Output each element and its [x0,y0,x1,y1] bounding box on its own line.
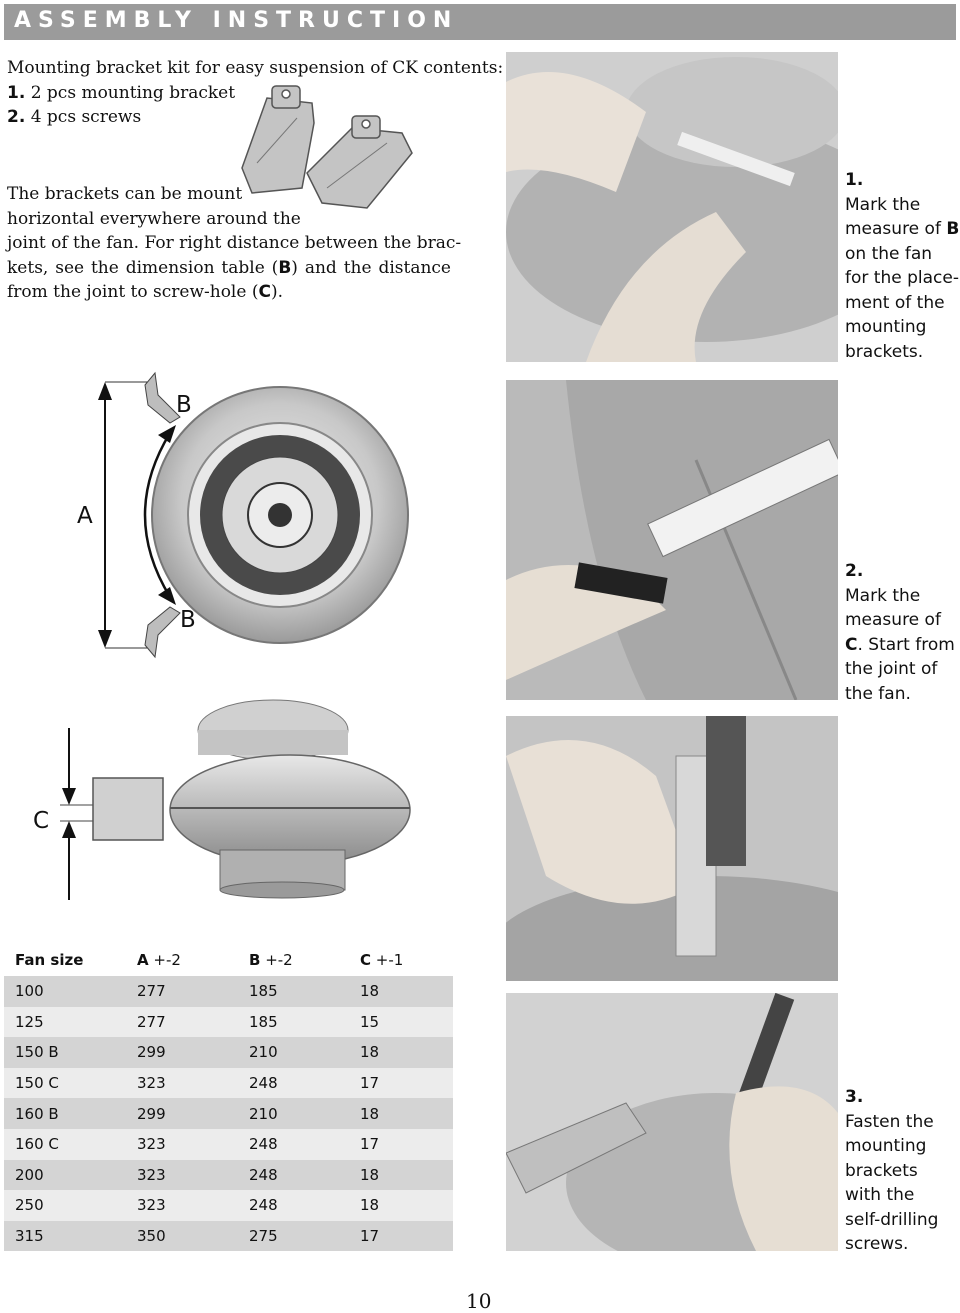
fan-front-diagram [60,365,410,665]
table-cell: 185 [249,982,278,1001]
intro-item-1: 1. 2 pcs mounting bracket [7,82,236,103]
table-cell: 250 [15,1196,44,1215]
table-cell: 277 [137,982,166,1001]
intro-line: Mounting bracket kit for easy suspension of CK contents: [7,58,504,78]
label-c: C [33,808,50,834]
table-cell: 299 [137,1043,166,1062]
desc-line: horizontal everywhere around the [7,208,301,229]
table-cell: 210 [249,1043,278,1062]
desc-line: joint of the fan. For right distance between the brac- [7,233,462,253]
table-cell: 150 B [15,1043,59,1062]
table-cell: 323 [137,1196,166,1215]
table-cell: 323 [137,1135,166,1154]
desc-line: kets, see the dimension table (B) and the distance [7,257,451,278]
table-cell: 17 [360,1074,380,1093]
table-row [4,1129,453,1160]
section-header [4,4,956,40]
section-title: ASSEMBLY INSTRUCTION [14,8,459,33]
table-row [4,1037,453,1068]
table-cell: 18 [360,1043,380,1062]
table-cell: 18 [360,1196,380,1215]
desc-line: The brackets can be mount [7,184,243,204]
table-cell: 185 [249,1012,278,1031]
table-row [4,1007,453,1038]
table-cell: 248 [249,1074,278,1093]
photo-drilling [506,716,838,981]
table-cell: 323 [137,1165,166,1184]
photo-measuring-ruler [506,380,838,700]
step-3: 3. Fasten the mounting brackets with the self-drilling screws. [845,1087,939,1254]
desc-line: from the joint to screw-hole (C). [7,282,283,302]
table-cell: 315 [15,1227,44,1246]
dimension-table [4,944,453,1251]
table-cell: 277 [137,1012,166,1031]
table-cell: 210 [249,1104,278,1123]
step-2: 2. Mark the measure of C. Start from the joint of the fan. [845,561,955,704]
bracket-description [7,182,462,305]
table-cell: 17 [360,1135,380,1154]
table-cell: 350 [137,1227,166,1246]
table-row [4,1068,453,1099]
header-c: C +-1 [360,951,404,969]
photo-marking-fan [506,52,838,362]
table-cell: 18 [360,1165,380,1184]
table-row [4,1190,453,1221]
table-cell: 125 [15,1012,44,1031]
table-cell: 275 [249,1227,278,1246]
table-row [4,1098,453,1129]
intro-item-2: 2. 4 pcs screws [7,107,142,127]
table-cell: 248 [249,1196,278,1215]
label-b-top: B [176,392,192,418]
table-cell: 100 [15,982,44,1001]
header-fan-size: Fan size [15,951,84,969]
fan-side-diagram [55,690,425,900]
table-cell: 15 [360,1012,380,1031]
header-a: A +-2 [137,951,181,969]
step-1: 1. Mark the measure of B on the fan for the place- ment of the mounting brackets. [845,170,960,362]
label-a: A [77,503,93,529]
table-cell: 200 [15,1165,44,1184]
table-row [4,976,453,1007]
table-cell: 248 [249,1165,278,1184]
table-cell: 160 B [15,1104,59,1123]
table-cell: 18 [360,982,380,1001]
table-cell: 150 C [15,1074,59,1093]
page-number: 10 [466,1289,492,1313]
table-cell: 299 [137,1104,166,1123]
table-cell: 323 [137,1074,166,1093]
photo-fastening [506,993,838,1251]
table-cell: 17 [360,1227,380,1246]
table-cell: 18 [360,1104,380,1123]
table-row [4,1160,453,1191]
label-b-bottom: B [180,607,196,633]
table-header [4,944,453,976]
table-cell: 248 [249,1135,278,1154]
table-row [4,1221,453,1252]
table-cell: 160 C [15,1135,59,1154]
header-b: B +-2 [249,951,293,969]
